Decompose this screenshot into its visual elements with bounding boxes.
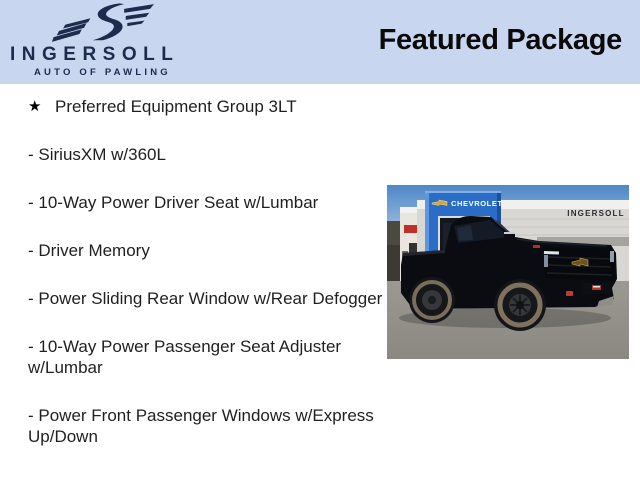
- dealer-name: INGERSOLL: [10, 44, 180, 65]
- ingersoll-emblem-icon: [52, 2, 154, 44]
- ingersoll-sign: INGERSOLL: [567, 209, 625, 218]
- feature-item: - Driver Memory: [28, 241, 150, 260]
- feature-item: - SiriusXM w/360L: [28, 145, 166, 164]
- feature-item: - Power Front Passenger Windows w/Express Up/Down: [28, 406, 374, 446]
- feature-item: - 10-Way Power Passenger Seat Adjuster w/Lumbar: [28, 337, 342, 377]
- chevrolet-sign: CHEVROLET: [451, 199, 503, 208]
- dealer-tagline: AUTO OF PAWLING: [34, 67, 171, 78]
- feature-item: - 10-Way Power Driver Seat w/Lumbar: [28, 193, 319, 212]
- rear-wheel: [409, 277, 455, 323]
- feature-list: [28, 96, 388, 474]
- front-wheel: [494, 279, 546, 331]
- dealer-logo: [10, 2, 210, 78]
- feature-group-heading: [28, 96, 388, 117]
- feature-group-label: Preferred Equipment Group 3LT: [55, 97, 297, 116]
- vehicle-photo: [387, 185, 629, 359]
- feature-item: - Power Sliding Rear Window w/Rear Defogger: [28, 289, 383, 308]
- page-title: Featured Package: [378, 24, 622, 56]
- star-bullet-icon: ★: [28, 98, 42, 115]
- header-band: [0, 0, 640, 84]
